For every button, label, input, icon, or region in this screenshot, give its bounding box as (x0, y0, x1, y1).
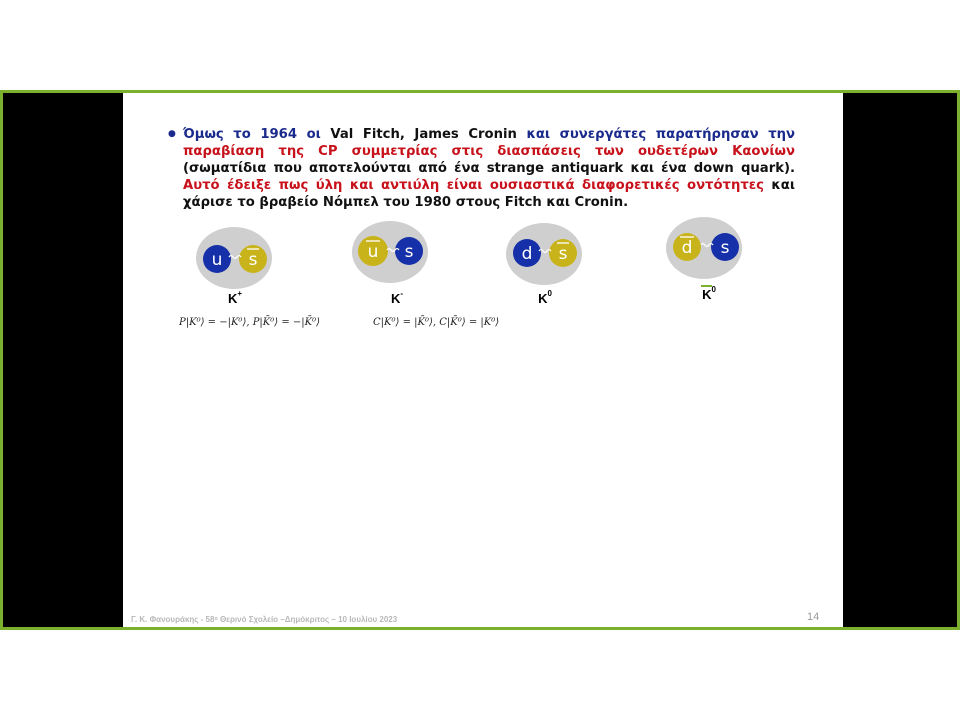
svg-text:s: s (720, 238, 730, 258)
svg-text:d: d (521, 244, 533, 264)
presentation-frame (0, 90, 960, 630)
svg-text:s: s (248, 250, 258, 270)
meson-label: K- (390, 289, 404, 306)
text-segment: και συνεργάτες παρατήρησαν την (526, 127, 795, 142)
charge-equation: C|K⁰⟩ = |K̄⁰⟩, C|K̄⁰⟩ = |K⁰⟩ (373, 317, 500, 328)
slide-footer: Γ. Κ. Φανουράκης - 58ᵒ Θερινό Σχολείο –Δημόκριτος – 10 Ιουλίου 2023 (131, 615, 398, 624)
text-segment-names: Val Fitch, James Cronin (330, 127, 527, 142)
meson-k-minus-icon (351, 219, 429, 285)
page-number: 14 (807, 611, 820, 623)
svg-text:u: u (367, 242, 379, 262)
svg-text:s: s (558, 244, 568, 264)
svg-text:s: s (404, 242, 414, 262)
text-segment-red: παραβίαση της CP συμμετρίας στις διασπάσεις των ουδετέρων Καονίων (183, 144, 795, 159)
meson-label: $K^0$ (702, 285, 716, 302)
text-segment: (σωματίδια που αποτελούνται από ένα strange antiquark και ένα down quark). (183, 161, 795, 176)
text-segment: και χάρισε το βραβείο Νόμπελ του 1980 στους Fitch και Cronin. (183, 178, 795, 210)
meson-k-zero-icon (505, 221, 583, 287)
meson-label: K+ (227, 289, 243, 306)
meson-label: $K^0$ (538, 289, 552, 306)
meson-k-plus-icon (195, 225, 273, 291)
bullet-icon: ● (168, 129, 176, 139)
text-segment: Όμως το 1964 οι (183, 127, 331, 142)
svg-text:u: u (211, 250, 223, 270)
text-segment-red: Αυτό έδειξε πως ύλη και αντιύλη είναι ουσιαστικά διαφορετικές οντότητες (183, 178, 764, 193)
slide (123, 93, 843, 627)
meson-anti-k-zero-icon (665, 215, 743, 281)
slide-paragraph (183, 126, 795, 211)
parity-equation: P|K⁰⟩ = −|K⁰⟩, P|K̄⁰⟩ = −|K̄⁰⟩ (179, 317, 321, 328)
svg-text:d: d (681, 238, 693, 258)
